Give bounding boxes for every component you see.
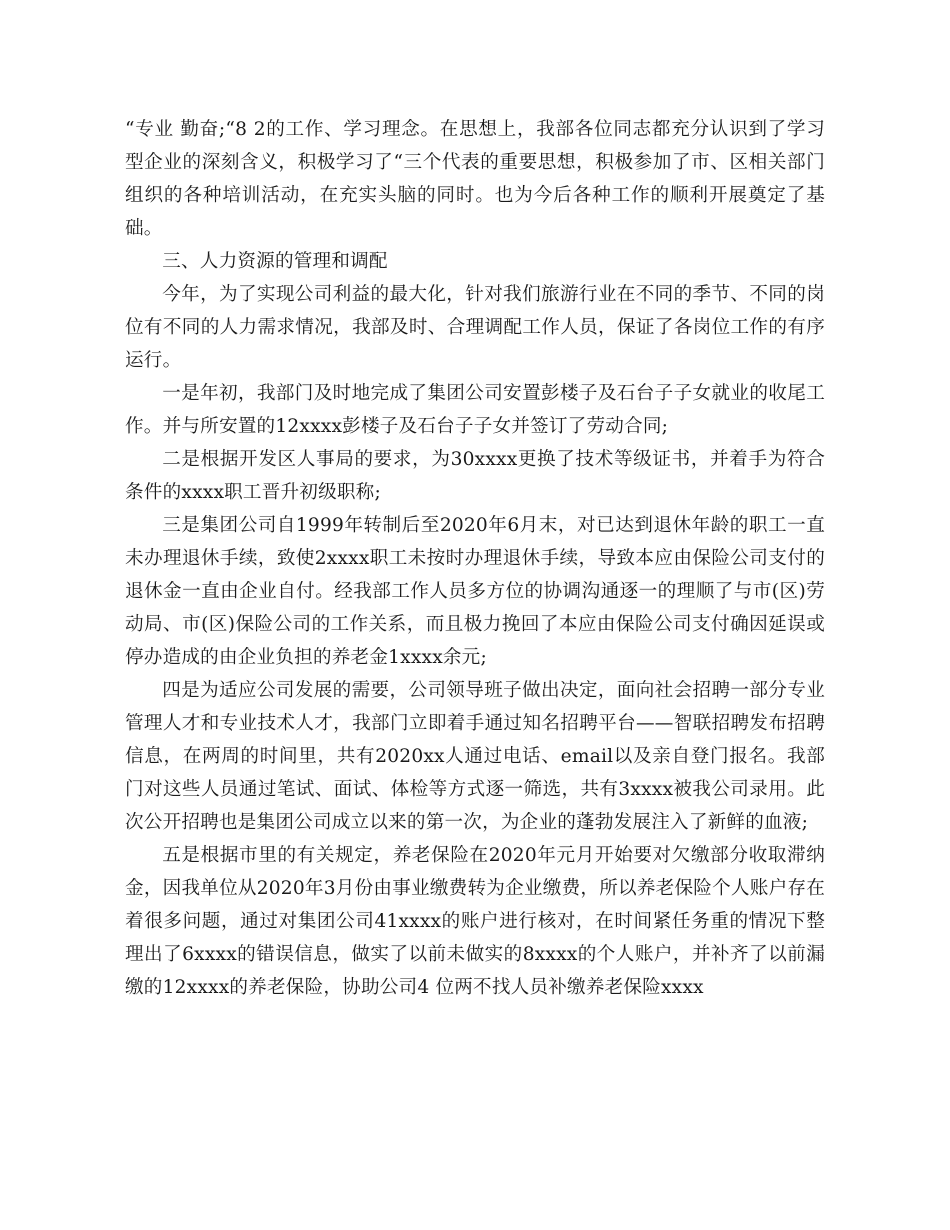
paragraph-learning-philosophy: “专业 勤奋;“8 2的工作、学习理念。在思想上，我部各位同志都充分认识到了学习型企业的深刻含义，积极学习了“三个代表的重要思想，积极参加了市、区相关部门组织的各种培训活动，在充实头脑的同时。也为今后各种工作的顺利开展奠定了基础。 (125, 119, 825, 239)
section-heading-hr-management: 三、人力资源的管理和调配 (162, 251, 388, 272)
document-body (125, 113, 825, 1004)
paragraph-hr-intro: 今年，为了实现公司利益的最大化，针对我们旅游行业在不同的季节、不同的岗位有不同的人力需求情况，我部及时、合理调配工作人员，保证了各岗位工作的有序运行。 (125, 284, 825, 371)
paragraph-item-five: 五是根据市里的有关规定，养老保险在2020年元月开始要对欠缴部分收取滞纳金，因我单位从2020年3月份由事业缴费转为企业缴费，所以养老保险个人账户存在着很多问题，通过对集团公司41xxxx的账户进行核对，在时间紧任务重的情况下整理出了6xxxx的错误信息，做实了以前未做实的8xxxx的个人账户，并补齐了以前漏缴的12xxxx的养老保险，协助公司4 位两不找人员补缴养老保险xxxx (125, 845, 825, 998)
paragraph-item-four: 四是为适应公司发展的需要，公司领导班子做出决定，面向社会招聘一部分专业管理人才和专业技术人才，我部门立即着手通过知名招聘平台——智联招聘发布招聘信息，在两周的时间里，共有2020xx人通过电话、email以及亲自登门报名。我部门对这些人员通过笔试、面试、体检等方式逐一筛选，共有3xxxx被我公司录用。此次公开招聘也是集团公司成立以来的第一次，为企业的蓬勃发展注入了新鲜的血液; (125, 680, 825, 833)
paragraph-item-one: 一是年初，我部门及时地完成了集团公司安置彭楼子及石台子子女就业的收尾工作。并与所安置的12xxxx彭楼子及石台子子女并签订了劳动合同; (125, 383, 825, 437)
paragraph-item-two: 二是根据开发区人事局的要求，为30xxxx更换了技术等级证书，并着手为符合条件的xxxx职工晋升初级职称; (125, 449, 825, 503)
paragraph-item-three: 三是集团公司自1999年转制后至2020年6月末，对已达到退休年龄的职工一直未办理退休手续，致使2xxxx职工未按时办理退休手续，导致本应由保险公司支付的退休金一直由企业自付。经我部工作人员多方位的协调沟通逐一的理顺了与市(区)劳动局、市(区)保险公司的工作关系，而且极力挽回了本应由保险公司支付确因延误或停办造成的由企业负担的养老金1xxxx余元; (125, 515, 825, 668)
